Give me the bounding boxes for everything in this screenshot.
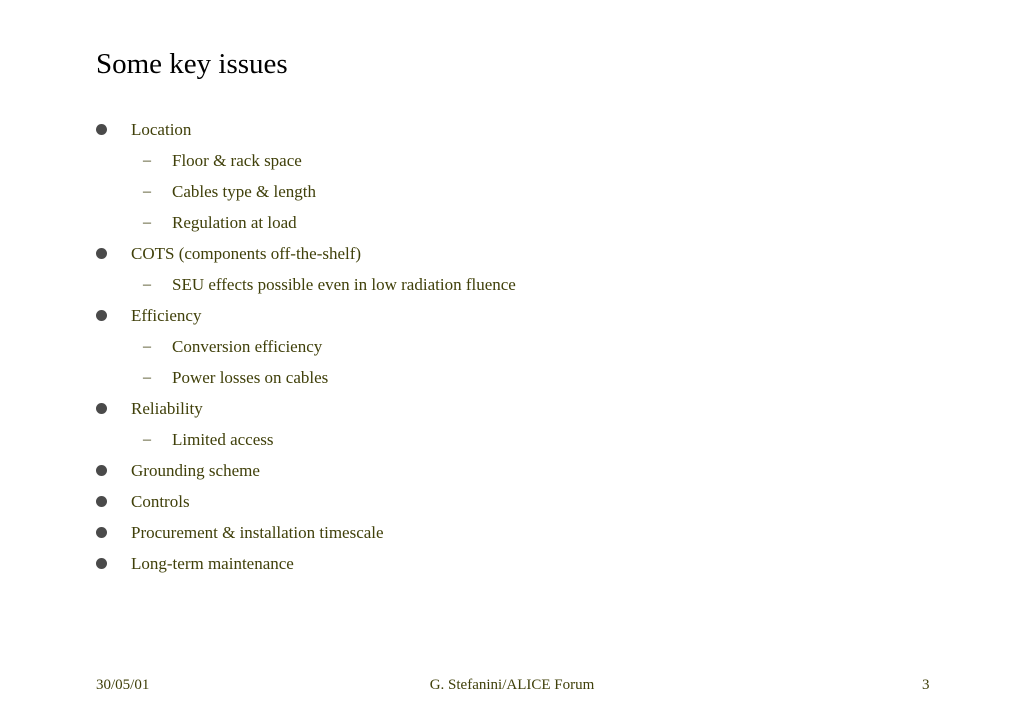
footer-date: 30/05/01 [96, 677, 150, 693]
sub-item-text: Cables type & length [172, 182, 317, 201]
sub-item-text: SEU effects possible even in low radiation fluence [172, 275, 516, 294]
sub-item-text: Regulation at load [172, 213, 297, 232]
dash-icon: – [143, 152, 151, 169]
sub-item-power-losses [0, 362, 1024, 393]
bullet-text: Location [131, 120, 192, 139]
bullet-item-efficiency [0, 300, 1024, 331]
sub-item-cables-type-length [0, 176, 1024, 207]
bullet-dot-icon [96, 527, 107, 538]
sub-item-text: Conversion efficiency [172, 337, 323, 356]
bullet-dot-icon [96, 403, 107, 414]
bullet-list [0, 114, 1024, 579]
bullet-item-grounding-scheme [0, 455, 1024, 486]
bullet-text: Controls [131, 492, 190, 511]
bullet-dot-icon [96, 465, 107, 476]
bullet-text: Reliability [131, 399, 203, 418]
bullet-item-procurement [0, 517, 1024, 548]
bullet-item-reliability [0, 393, 1024, 424]
dash-icon: – [143, 183, 151, 200]
sub-item-conversion-efficiency [0, 331, 1024, 362]
sub-item-regulation-at-load [0, 207, 1024, 238]
bullet-item-controls [0, 486, 1024, 517]
sub-item-floor-rack-space [0, 145, 1024, 176]
bullet-text: Grounding scheme [131, 461, 260, 480]
bullet-text: Efficiency [131, 306, 202, 325]
bullet-dot-icon [96, 558, 107, 569]
sub-item-text: Limited access [172, 430, 274, 449]
page-number: 3 [922, 677, 930, 693]
bullet-dot-icon [96, 496, 107, 507]
sub-item-text: Floor & rack space [172, 151, 302, 170]
footer-author-event: G. Stefanini/ALICE Forum [429, 677, 595, 693]
dash-icon: – [143, 276, 151, 293]
bullet-text: Procurement & installation timescale [131, 523, 384, 542]
dash-icon: – [143, 214, 151, 231]
bullet-text: Long-term maintenance [131, 554, 294, 573]
bullet-item-location [0, 114, 1024, 145]
bullet-dot-icon [96, 310, 107, 321]
dash-icon: – [143, 369, 151, 386]
dash-icon: – [143, 431, 151, 448]
sub-item-limited-access [0, 424, 1024, 455]
bullet-dot-icon [96, 248, 107, 259]
slide-title: Some key issues [96, 48, 288, 80]
dash-icon: – [143, 338, 151, 355]
sub-item-seu-effects [0, 269, 1024, 300]
bullet-dot-icon [96, 124, 107, 135]
bullet-item-long-term-maintenance [0, 548, 1024, 579]
bullet-item-cots [0, 238, 1024, 269]
bullet-text: COTS (components off-the-shelf) [131, 244, 362, 263]
sub-item-text: Power losses on cables [172, 368, 329, 387]
